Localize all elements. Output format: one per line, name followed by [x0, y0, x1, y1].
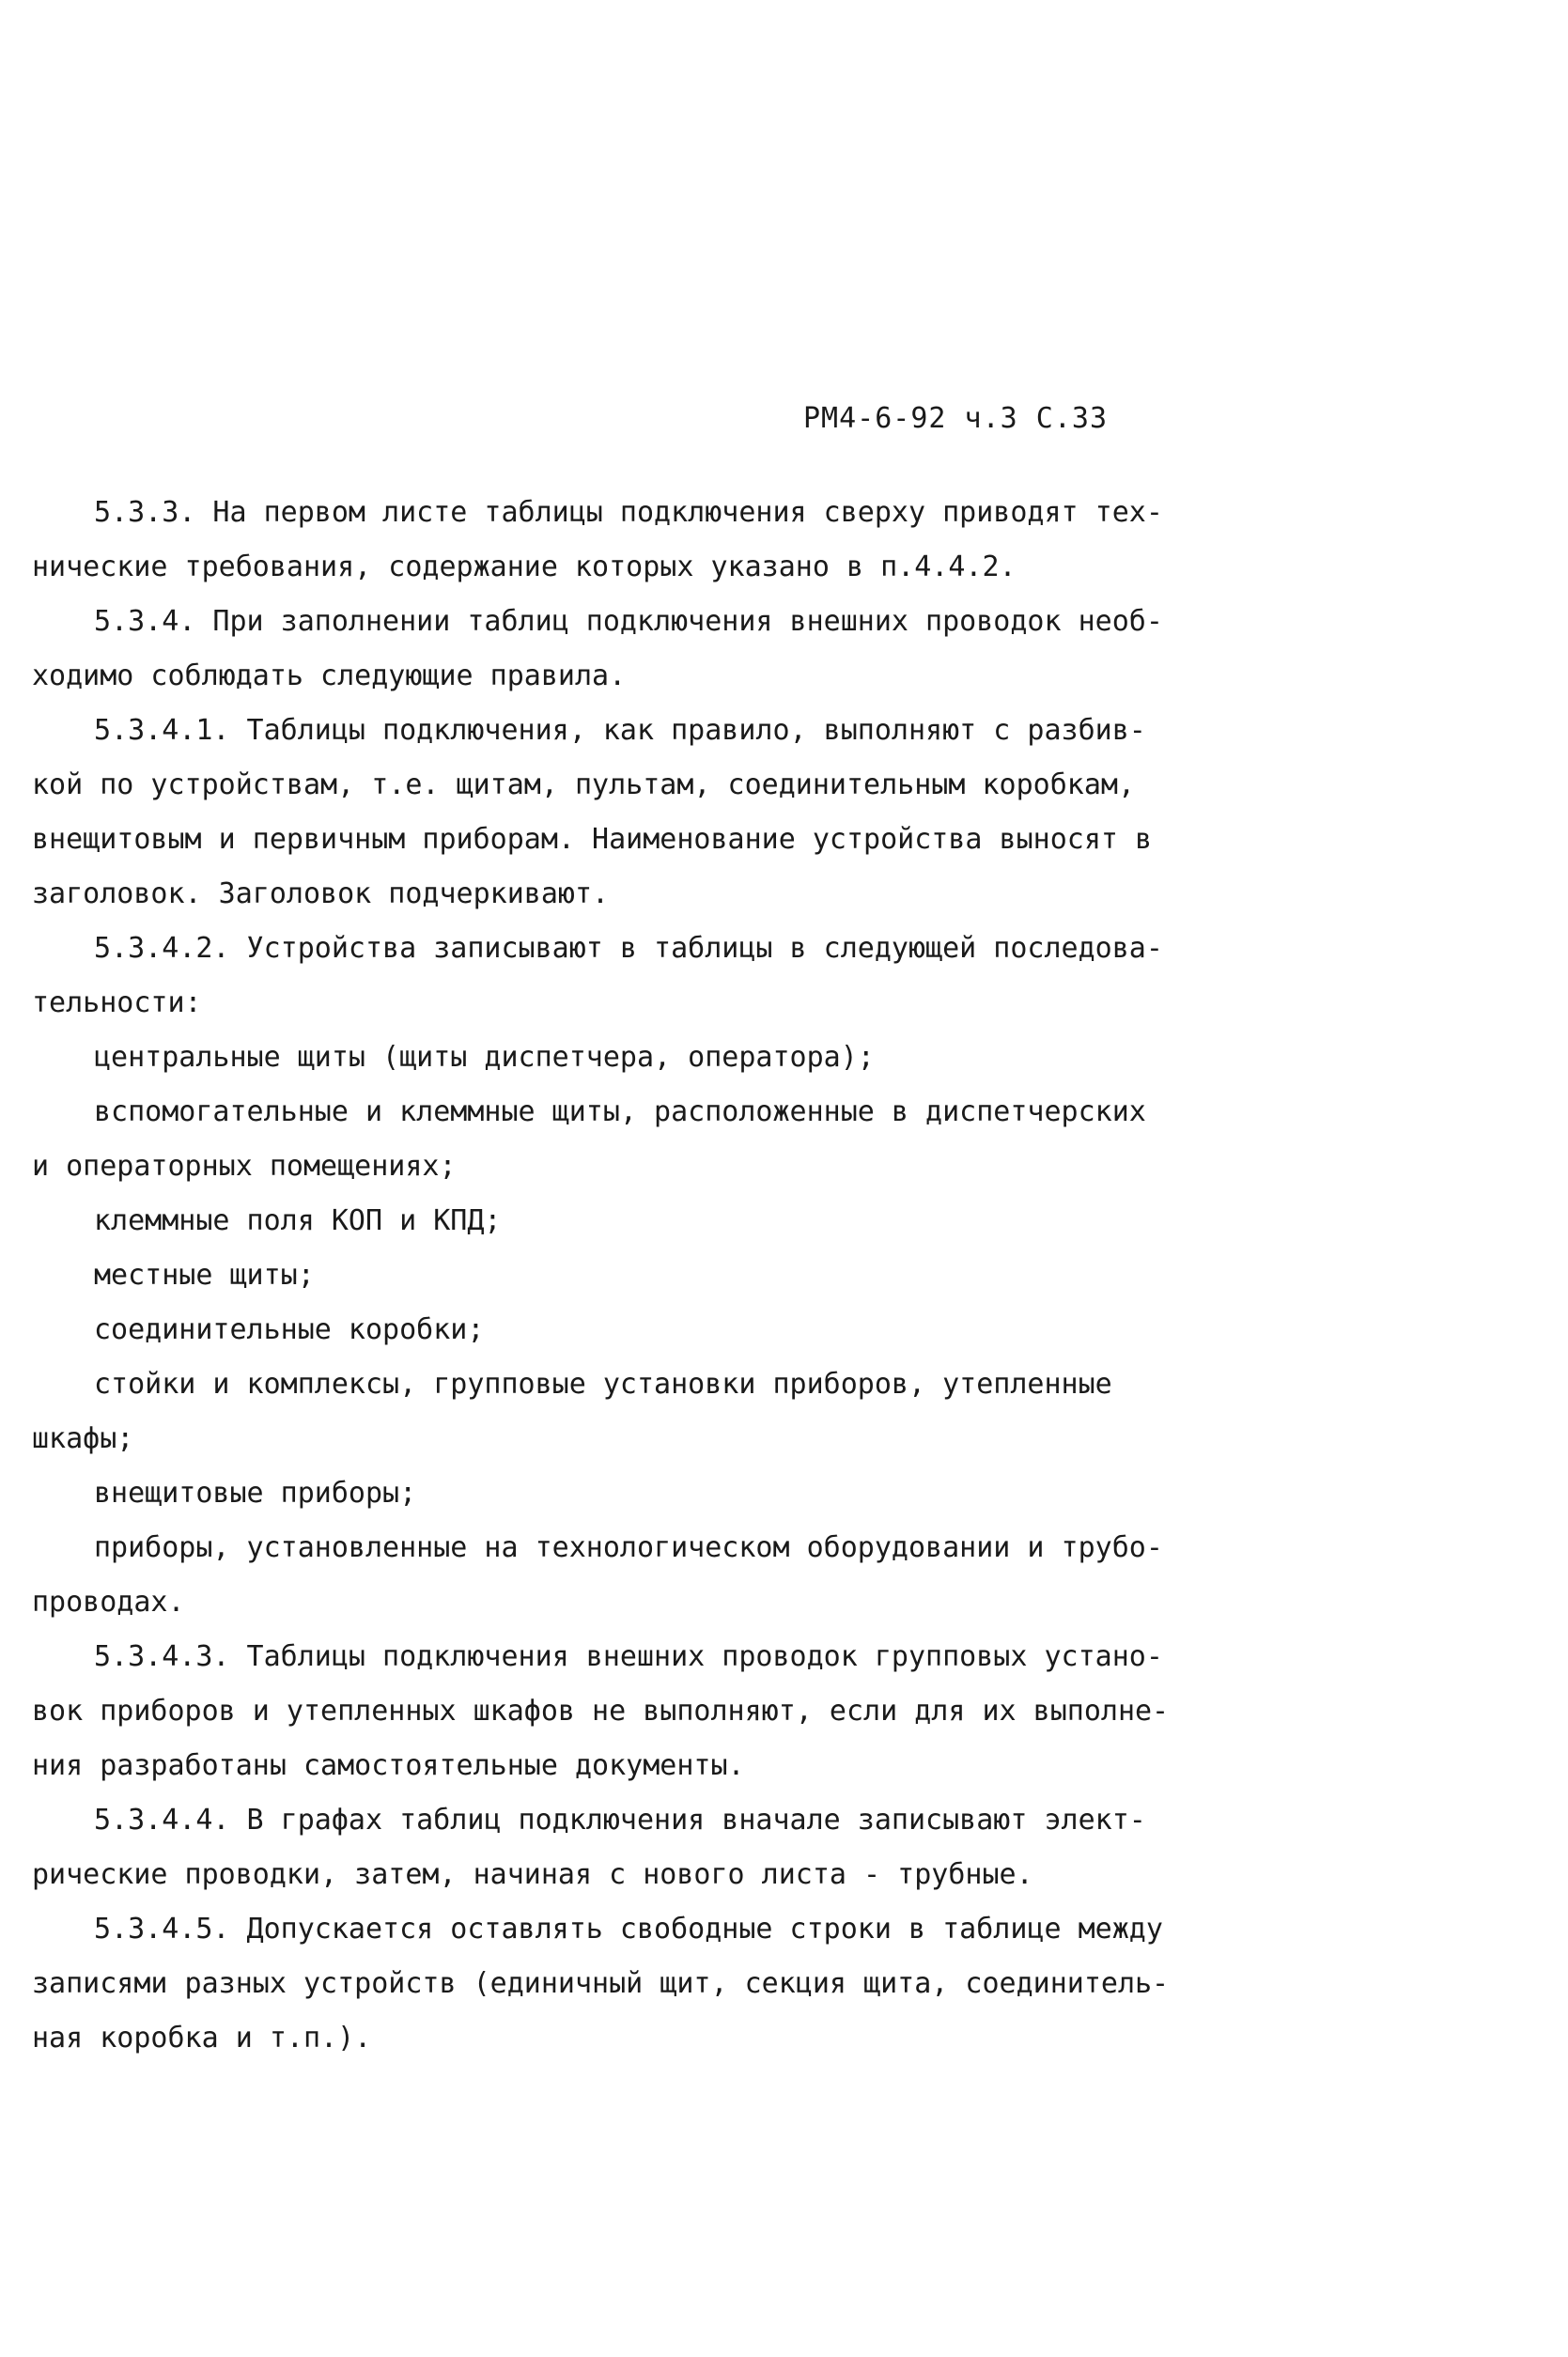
text-line: заголовок. Заголовок подчеркивают.: [32, 877, 610, 910]
text-line: 5.3.4.4. В графах таблиц подключения вначале записывают элект-: [94, 1804, 1146, 1837]
text-line: стойки и комплексы, групповые установки приборов, утепленные: [94, 1368, 1112, 1401]
text-line: тельности:: [32, 986, 202, 1019]
text-line: местные щиты;: [94, 1259, 315, 1292]
page-header: РМ4-6-92 ч.3 С.33: [803, 402, 1109, 435]
text-line: клеммные поля КОП и КПД;: [94, 1204, 502, 1237]
text-line: ная коробка и т.п.).: [32, 2022, 372, 2055]
text-line: и операторных помещениях;: [32, 1150, 457, 1183]
text-line: внещитовым и первичным приборам. Наименование устройства выносят в: [32, 823, 1153, 856]
text-line: центральные щиты (щиты диспетчера, оператора);: [94, 1041, 875, 1074]
text-line: вспомогательные и клеммные щиты, расположенные в диспетчерских: [94, 1095, 1146, 1128]
text-line: 5.3.4.3. Таблицы подключения внешних проводок групповых устано-: [94, 1640, 1163, 1673]
text-line: рические проводки, затем, начиная с нового листа - трубные.: [32, 1858, 1033, 1891]
text-line: 5.3.4.1. Таблицы подключения, как правило, выполняют с разбив-: [94, 714, 1146, 747]
text-line: приборы, установленные на технологическом оборудовании и трубо-: [94, 1531, 1163, 1564]
text-line: 5.3.4.2. Устройства записывают в таблицы в следующей последова-: [94, 932, 1163, 965]
text-line: кой по устройствам, т.е. щитам, пультам, соединительным коробкам,: [32, 768, 1135, 801]
text-line: шкафы;: [32, 1422, 134, 1455]
text-line: внещитовые приборы;: [94, 1477, 417, 1510]
text-line: ходимо соблюдать следующие правила.: [32, 659, 627, 692]
text-line: записями разных устройств (единичный щит, секция щита, соединитель-: [32, 1967, 1170, 2000]
text-line: соединительные коробки;: [94, 1313, 485, 1346]
text-line: 5.3.4.5. Допускается оставлять свободные строки в таблице между: [94, 1913, 1163, 1946]
text-line: нические требования, содержание которых указано в п.4.4.2.: [32, 550, 1017, 583]
text-line: 5.3.4. При заполнении таблиц подключения внешних проводок необ-: [94, 605, 1163, 638]
text-line: 5.3.3. На первом листе таблицы подключения сверху приводят тех-: [94, 496, 1163, 529]
text-line: проводах.: [32, 1586, 185, 1619]
text-line: вок приборов и утепленных шкафов не выполняют, если для их выполне-: [32, 1695, 1170, 1728]
text-line: ния разработаны самостоятельные документы.: [32, 1749, 745, 1782]
